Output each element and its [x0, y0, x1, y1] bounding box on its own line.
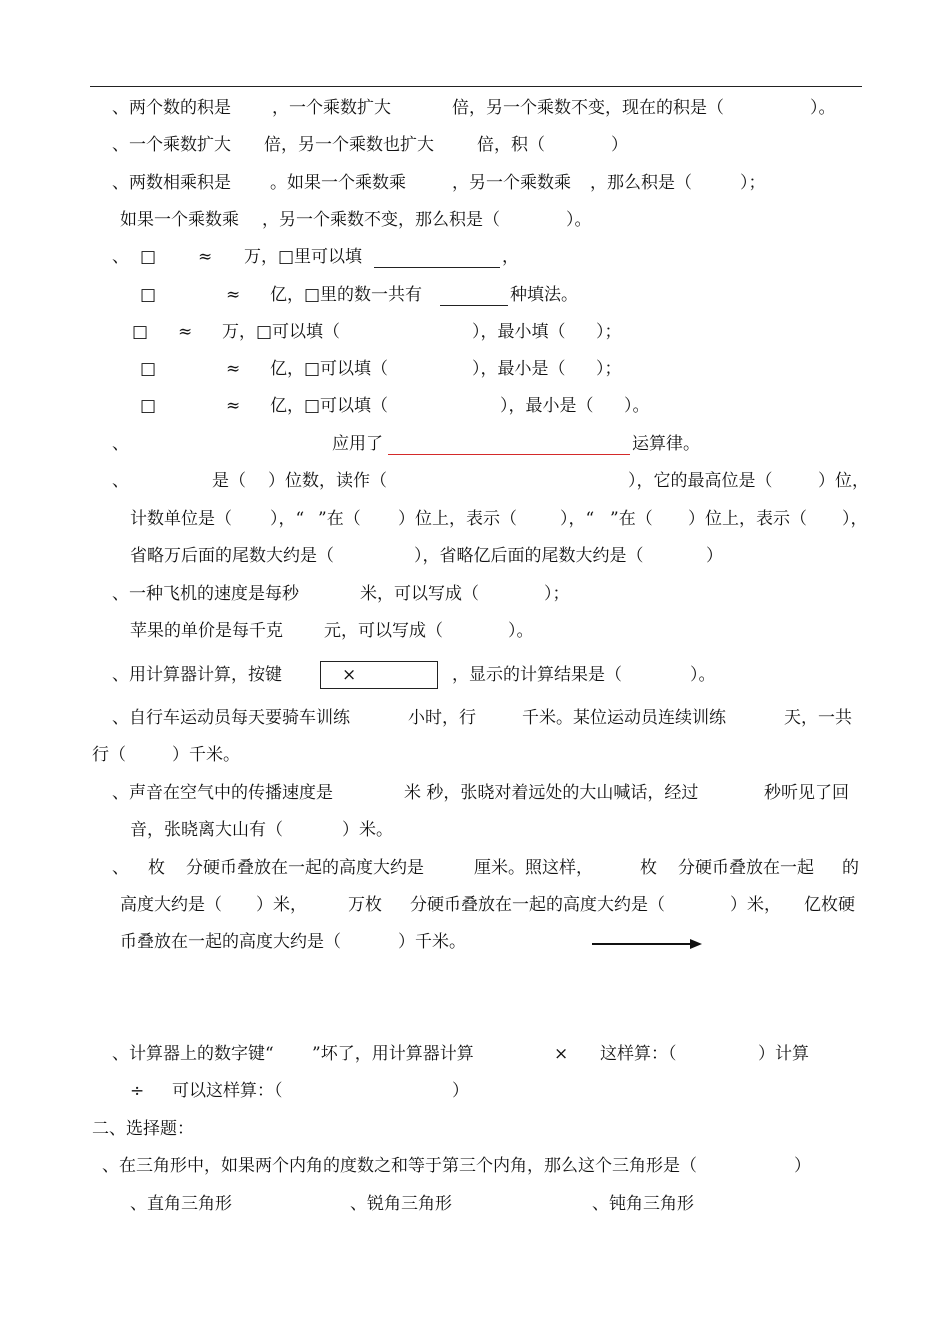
q1-text: 、两个数的积是	[112, 98, 231, 118]
q3-text: 、两数相乘积是	[112, 173, 231, 193]
choice-question-text: ）	[794, 1156, 811, 1176]
q2-text: 倍，积（	[477, 135, 545, 155]
q8-text: ，显示的计算结果是（	[452, 665, 622, 685]
choice-option-a: 、直角三角形	[130, 1194, 232, 1214]
approx-symbol: ≈	[226, 359, 241, 379]
q11-text: ）千米。	[398, 932, 466, 952]
q12-text: 可以这样算：（	[172, 1081, 283, 1101]
q4-text: 、	[112, 247, 129, 267]
q4-text: 种填法。	[510, 285, 578, 305]
q9-text: 小时，行	[408, 708, 476, 728]
q11-text: 的	[842, 858, 859, 878]
q7-text: 元，可以写成（	[324, 621, 443, 641]
q4-text: ），最小是（	[472, 359, 566, 379]
box-symbol: □	[140, 285, 157, 305]
q4-text: ）；	[596, 322, 622, 342]
times-symbol: ×	[342, 665, 357, 685]
q3-text: ，另一个乘数乘	[452, 173, 571, 193]
q3-text: ）；	[740, 173, 766, 193]
q4-text: ），最小填（	[472, 322, 566, 342]
q4-text: 亿，□可以填（	[270, 359, 389, 379]
q1-text: 倍，另一个乘数不变，现在的积是（	[452, 98, 724, 118]
q4-text: ），最小是（	[500, 396, 594, 416]
q11-text: 枚	[640, 858, 657, 878]
q6-text: ），“	[270, 509, 305, 529]
approx-symbol: ≈	[178, 322, 193, 342]
q11-text: 万枚	[348, 895, 382, 915]
answer-blank	[374, 267, 500, 268]
q11-text: 、	[112, 858, 129, 878]
divide-symbol: ÷	[130, 1081, 145, 1101]
q10-text: 米 秒，张晓对着远处的大山喊话，经过	[404, 783, 699, 803]
q6-text: ”在（	[610, 509, 653, 529]
q4-text: 万，□可以填（	[222, 322, 341, 342]
q6-text: ），省略亿后面的尾数大约是（	[414, 546, 644, 566]
q9-text: ）千米。	[172, 745, 240, 765]
q7-text: 米，可以写成（	[360, 584, 479, 604]
q11-text: 亿枚硬	[804, 895, 855, 915]
choice-question-text: 、在三角形中，如果两个内角的度数之和等于第三个内角，那么这个三角形是（	[102, 1156, 697, 1176]
q4-text: ）；	[596, 359, 622, 379]
q6-text: ）	[706, 546, 723, 566]
q6-text: ”在（	[318, 509, 361, 529]
answer-blank-red	[388, 454, 630, 455]
right-arrow-icon	[590, 936, 704, 952]
q11-text: ）米，	[730, 895, 781, 915]
q5-text: 、	[112, 434, 129, 454]
approx-symbol: ≈	[226, 396, 241, 416]
q7-text: ）。	[508, 621, 534, 641]
section-heading: 二、选择题：	[92, 1119, 194, 1139]
q6-text: ）位上，表示（	[398, 509, 517, 529]
q11-text: 分硬币叠放在一起的高度大约是	[186, 858, 424, 878]
q11-text: 分硬币叠放在一起	[678, 858, 814, 878]
q6-text: ）位，	[818, 471, 869, 491]
q2-text: ）	[611, 135, 628, 155]
q11-text: 高度大约是（	[120, 895, 222, 915]
q6-text: 、	[112, 471, 129, 491]
q9-text: 天，一共	[784, 708, 852, 728]
q2-text: 倍，另一个乘数也扩大	[264, 135, 434, 155]
q6-text: 是（	[212, 471, 246, 491]
box-symbol: □	[140, 396, 157, 416]
q6-text: ），“	[560, 509, 595, 529]
q8-text: ）。	[690, 665, 716, 685]
q10-text: 音，张晓离大山有（	[130, 820, 283, 840]
q6-text: ），	[842, 509, 868, 529]
q9-text: 行（	[92, 745, 126, 765]
choice-option-b: 、锐角三角形	[350, 1194, 452, 1214]
q1-text: ，一个乘数扩大	[272, 98, 391, 118]
q12-text: ）计算	[758, 1044, 809, 1064]
q6-text: 省略万后面的尾数大约是（	[130, 546, 334, 566]
choice-option-c: 、钝角三角形	[592, 1194, 694, 1214]
q1-text: ）。	[810, 98, 836, 118]
q11-text: ）米，	[256, 895, 307, 915]
q3-text: 如果一个乘数乘	[120, 210, 239, 230]
approx-symbol: ≈	[226, 285, 241, 305]
q12-text: ）	[452, 1081, 469, 1101]
q5-text: 应用了	[332, 434, 383, 454]
q7-text: 苹果的单价是每千克	[130, 621, 283, 641]
box-symbol: □	[132, 322, 149, 342]
q10-text: 秒听见了回	[764, 783, 849, 803]
q11-text: 分硬币叠放在一起的高度大约是（	[410, 895, 665, 915]
q12-text: ”坏了，用计算器计算	[312, 1044, 474, 1064]
q4-text: 亿，□里的数一共有	[270, 285, 423, 305]
q11-text: 枚	[148, 858, 165, 878]
q4-text: ，	[502, 247, 519, 267]
q8-text: 、用计算器计算，按键	[112, 665, 282, 685]
header-rule	[90, 86, 862, 87]
q3-text: ）。	[566, 210, 592, 230]
q3-text: ，那么积是（	[590, 173, 692, 193]
q12-text: 、计算器上的数字键“	[112, 1044, 274, 1064]
q10-text: ）米。	[342, 820, 393, 840]
q4-text: 亿，□可以填（	[270, 396, 389, 416]
q6-text: ）位数，读作（	[268, 471, 387, 491]
q9-text: 、自行车运动员每天要骑车训练	[112, 708, 350, 728]
box-symbol: □	[140, 247, 157, 267]
q11-text: 厘米。照这样，	[474, 858, 593, 878]
q4-text: 万，□里可以填	[244, 247, 363, 267]
times-symbol: ×	[554, 1044, 569, 1064]
answer-blank	[440, 305, 508, 306]
q3-text: 。如果一个乘数乘	[270, 173, 406, 193]
q6-text: 计数单位是（	[130, 509, 232, 529]
q5-text: 运算律。	[632, 434, 700, 454]
q3-text: ，另一个乘数不变，那么积是（	[262, 210, 500, 230]
q6-text: ），它的最高位是（	[628, 471, 773, 491]
q6-text: ）位上，表示（	[688, 509, 807, 529]
q12-text: 这样算：（	[600, 1044, 677, 1064]
q7-text: ）；	[544, 584, 570, 604]
q9-text: 千米。某位运动员连续训练	[522, 708, 726, 728]
approx-symbol: ≈	[198, 247, 213, 267]
calculator-key-box	[320, 661, 438, 689]
box-symbol: □	[140, 359, 157, 379]
q2-text: 、一个乘数扩大	[112, 135, 231, 155]
q10-text: 、声音在空气中的传播速度是	[112, 783, 333, 803]
q7-text: 、一种飞机的速度是每秒	[112, 584, 299, 604]
q11-text: 币叠放在一起的高度大约是（	[120, 932, 341, 952]
q4-text: ）。	[624, 396, 650, 416]
